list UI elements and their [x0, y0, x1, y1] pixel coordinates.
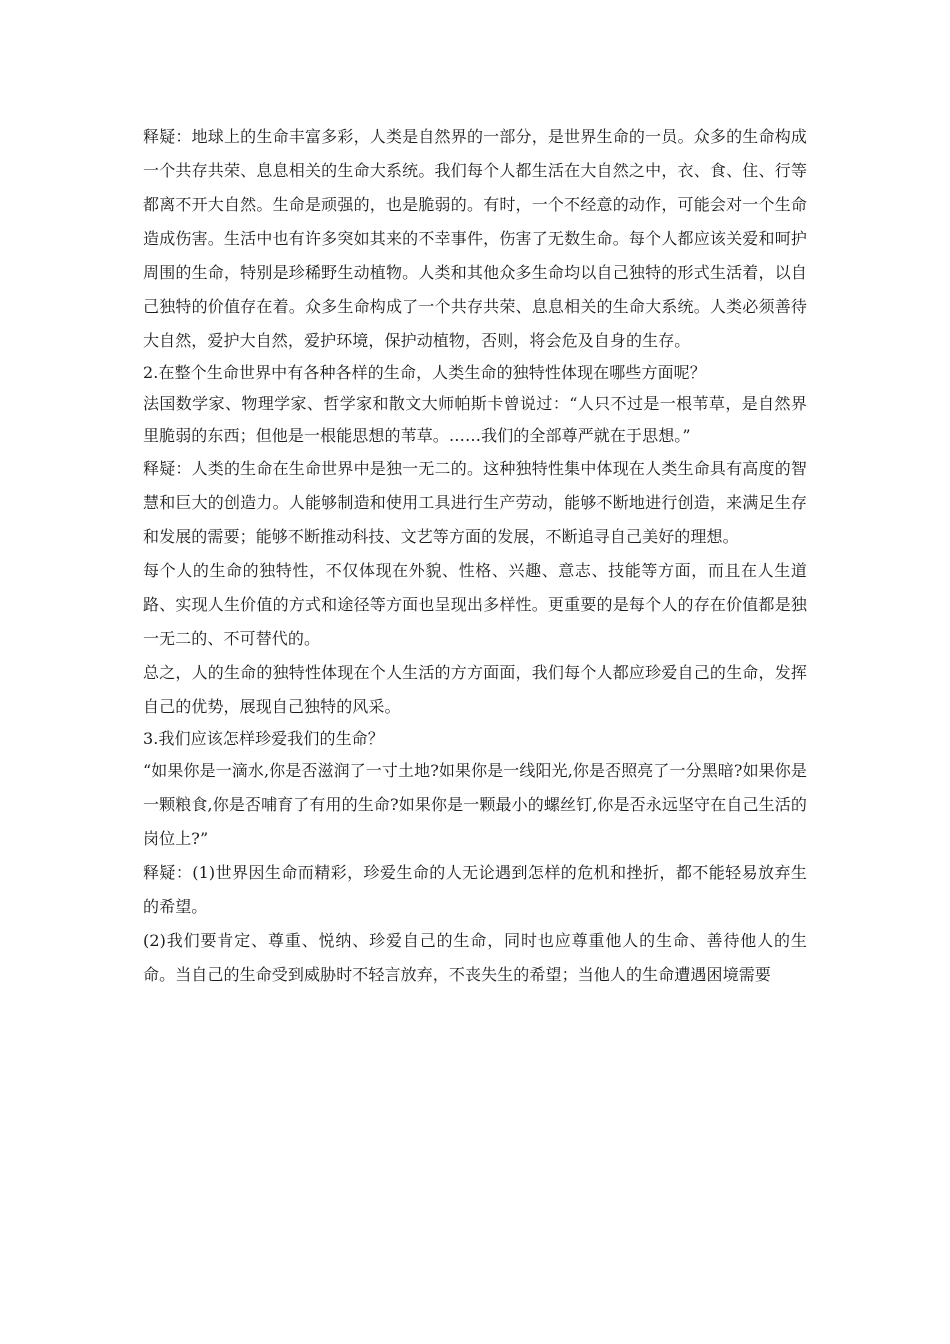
- question-2-heading: 2.在整个生命世界中有各种各样的生命，人类生命的独特性体现在哪些方面呢？: [143, 363, 706, 382]
- question-3-heading: 3.我们应该怎样珍爱我们的生命？: [143, 729, 384, 748]
- paragraph-conclusion: 总之，人的生命的独特性体现在个人生活的方方面面，我们每个人都应珍爱自己的生命，发挥自己的优势，展现自己独特的风采。: [143, 663, 807, 716]
- paragraph-water-drop-quote: “如果你是一滴水,你是否滋润了一寸土地?如果你是一线阳光,你是否照亮了一分黑暗?如果你是一颗粮食,你是否哺育了有用的生命?如果你是一颗最小的螺丝钉,你是否永远坚守在自己生活的岗位上?”: [143, 761, 807, 848]
- paragraph-individual-uniqueness: 每个人的生命的独特性，不仅体现在外貌、性格、兴趣、意志、技能等方面，而且在人生道路、实现人生价值的方式和途径等方面也呈现出多样性。更重要的是每个人的存在价值都是独一无二的、不可替代的。: [143, 561, 807, 648]
- paragraph-explanation-point-2: (2)我们要肯定、尊重、悦纳、珍爱自己的生命，同时也应尊重他人的生命、善待他人的生命。当自己的生命受到威胁时不轻言放弃，不丧失生的希望；当他人的生命遭遇困境需要: [143, 931, 807, 984]
- paragraph-explanation-nature: 释疑：地球上的生命丰富多彩，人类是自然界的一部分，是世界生命的一员。众多的生命构成一个共存共荣、息息相关的生命大系统。我们每个人都生活在大自然之中，衣、食、住、行等都离不开大自然。生命是顽强的，也是脆弱的。有时，一个不经意的动作，可能会对一个生命造成伤害。生活中也有许多突如其来的不幸事件，伤害了无数生命。每个人都应该关爱和呵护周围的生命，特别是珍稀野生动植物。人类和其他众多生命均以自己独特的形式生活着，以自己独特的价值存在着。众多生命构成了一个共存共荣、息息相关的生命大系统。人类必须善待大自然，爱护大自然，爱护环境，保护动植物，否则，将会危及自身的生存。: [143, 127, 807, 350]
- paragraph-explanation-uniqueness: 释疑：人类的生命在生命世界中是独一无二的。这种独特性集中体现在人类生命具有高度的智慧和巨大的创造力。人能够制造和使用工具进行生产劳动，能够不断地进行创造，来满足生存和发展的需要；能够不断推动科技、文艺等方面的发展，不断追寻自己美好的理想。: [143, 459, 807, 546]
- paragraph-pascal-quote: 法国数学家、物理学家、哲学家和散文大师帕斯卡曾说过：“人只不过是一根苇草，是自然界里脆弱的东西；但他是一根能思想的苇草。……我们的全部尊严就在于思想。”: [143, 394, 807, 445]
- paragraph-explanation-point-1: 释疑：(1)世界因生命而精彩，珍爱生命的人无论遇到怎样的危机和挫折，都不能轻易放弃生的希望。: [143, 863, 807, 916]
- document-body: [143, 120, 807, 992]
